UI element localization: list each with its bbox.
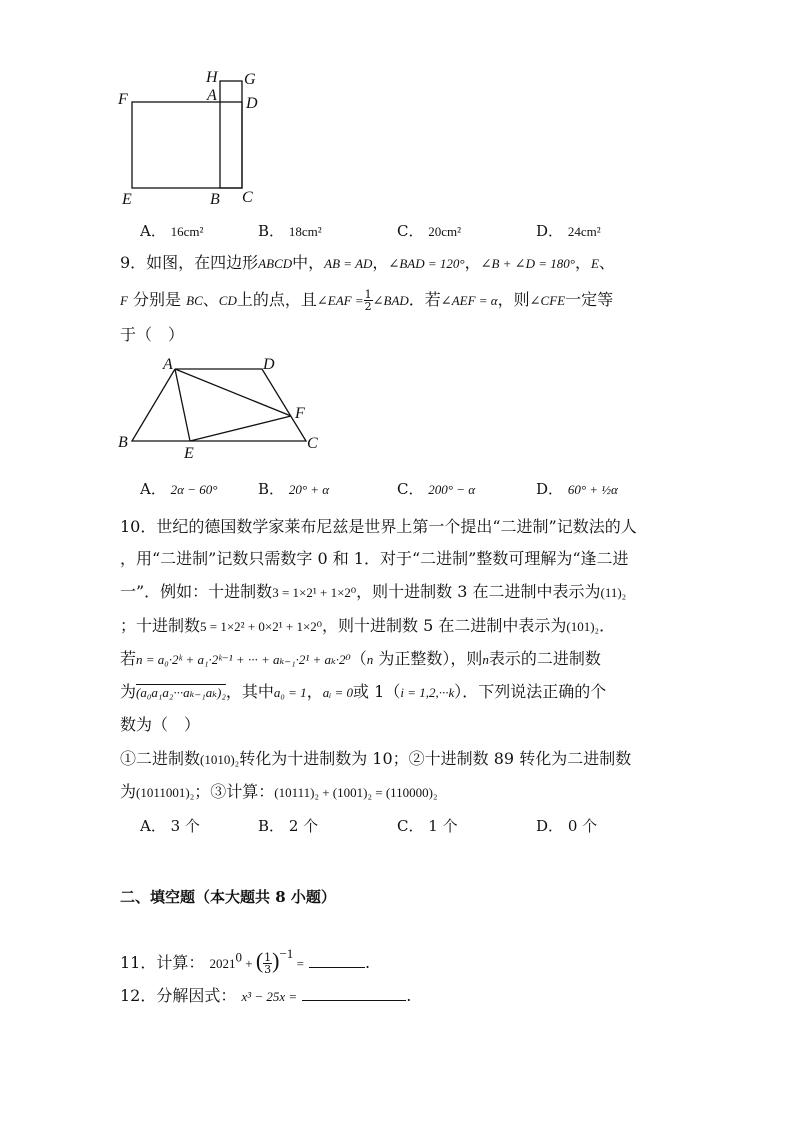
q9-text: 分别是 [127,290,187,309]
q9-line2 [120,289,613,312]
option-value: 2α − 60° [170,482,218,497]
label-B: B [210,191,220,208]
q10-option-b[interactable] [258,816,318,836]
rect-hgcb [220,81,242,188]
frac-denominator: 2 [364,300,372,313]
q10-var-n: n [482,652,489,667]
q8-option-d[interactable] [536,221,601,242]
q11-line [120,944,370,975]
q10-text: 转化为十进制数为 10；②十进制数 89 转化为二进制数 [239,749,632,768]
q11-plus: + [241,956,256,971]
q11-exp0: 0 [235,949,242,965]
q9-option-c[interactable] [397,479,475,500]
q10-line9 [120,782,438,803]
segment-ae [175,369,190,441]
q9-aef: ∠AEF = α [440,293,498,308]
q10-text: 为 [120,782,137,801]
q11-exp: −1 [279,946,294,961]
q9-option-b[interactable] [258,479,329,500]
option-letter: C． [397,817,424,835]
q10-text: ①二进制数 [120,749,201,768]
option-letter: B． [258,480,285,498]
option-value: 20° + α [288,482,330,497]
q8-option-c[interactable] [397,221,461,242]
label-C: C [242,189,253,206]
q12-label: 12．分解因式： [120,986,237,1005]
q9-text: 上的点，且 [236,290,317,309]
segment-af [175,369,291,416]
q9-abcd: ABCD [258,256,293,271]
q10-bin-1010: (1010)₂ [200,752,240,767]
section-heading: 二、填空题（本大题共 8 小题） [120,888,336,906]
q9-text: 9．如图，在四边形 [120,253,259,272]
q10-text: ）．下列说法正确的个 [454,682,607,701]
q10-line7: 数为（ ） [120,715,201,734]
q10-eq-5: 5 = 1×2² + 0×2¹ + 1×2⁰ [200,619,323,634]
q9-cond-bad: ∠BAD = 120° [388,256,465,271]
q9-cfe: ∠CFE [529,293,566,308]
frac-numerator: 1 [364,288,372,301]
q9-option-d[interactable] [536,479,618,500]
q10-text: ， [306,682,323,701]
frac-numerator: 1 [264,951,272,964]
figure-quadrilateral [112,352,322,464]
q9-text: ．若 [408,290,441,309]
q8-option-b[interactable] [258,221,322,242]
q10-text: 或 1（ [353,682,401,701]
q10-text: （ [350,649,367,668]
label-F: F [118,91,128,108]
label-A: A [207,87,217,104]
label-C: C [307,435,318,452]
option-letter: D． [536,480,564,498]
q9-cd: CD [218,293,237,308]
option-letter: D． [536,817,564,835]
q11-base: 2021 [209,956,236,971]
q10-text: 一”．例如：十进制数 [120,582,273,601]
q10-text: 为正整数），则 [373,649,483,668]
q9-text: 、 [598,253,615,272]
q9-point-e: E [590,256,599,271]
option-value: 2 个 [288,817,319,835]
label-E: E [122,191,132,208]
q10-i-range: i = 1,2,···k [400,685,455,700]
label-F: F [295,405,305,422]
q10-option-d[interactable] [536,816,597,836]
q9-text: ， [574,253,591,272]
q10-text: ，则十进制数 3 在二进制中表示为 [356,582,601,601]
label-A: A [163,356,173,373]
q11-eq: = [293,956,304,971]
q10-line2: ，用“二进制”记数只需数字 0 和 1．对于“二进制”整数可理解为“逢二进 [120,549,629,568]
q9-line1 [120,253,615,274]
q9-bc: BC [186,293,203,308]
label-E: E [184,445,194,462]
option-letter: C． [397,480,424,498]
q9-line3: 于（ ） [120,325,185,344]
q10-ai: aᵢ = 0 [322,685,354,700]
option-value: 1 个 [428,817,458,835]
option-value: 20cm² [428,224,462,239]
q10-line1: 10．世纪的德国数学家莱布尼兹是世界上第一个提出“二进制”记数法的人 [120,517,637,536]
option-letter: A． [140,222,166,240]
square-efab [132,102,242,188]
q12-answer-blank[interactable] [302,986,406,1001]
q9-eaf: ∠EAF = [316,293,364,308]
segment-ef [190,416,291,441]
option-value: 16cm² [170,224,204,239]
q9-text: 、 [202,290,219,309]
q11-paren-right: ) [272,948,280,973]
option-value: 200° − α [428,482,476,497]
q10-text: ，其中 [225,682,274,701]
q10-line3 [120,582,626,603]
option-letter: A． [140,817,166,835]
q10-var-n: n [366,652,374,667]
figure-rectangles [110,62,280,212]
option-letter: D． [536,222,564,240]
q8-option-a[interactable] [140,221,203,242]
q10-bin-1011001: (1011001)₂ [136,785,195,800]
q10-bin-101: (101)₂ [566,619,600,634]
q10-bin-sum: (10111)₂ + (1001)₂ = (110000)₂ [274,785,438,800]
q9-cond-ab-ad: AB = AD [324,256,373,271]
q9-cond-bd: ∠B + ∠D = 180° [480,256,575,271]
q9-text: ，则 [497,290,530,309]
q11-paren-left: ( [255,948,264,973]
q10-text: 表示的二进制数 [488,649,601,668]
q12-end: . [406,986,412,1005]
label-B: B [118,434,128,451]
q10-text: 若 [120,649,137,668]
q9-text: ， [464,253,481,272]
option-value: 18cm² [288,224,322,239]
q11-end: . [365,953,371,972]
q10-line8 [120,749,631,770]
q10-text: 为 [120,682,137,701]
label-D: D [263,356,275,373]
q10-line5 [120,649,601,670]
quad-abcd [132,369,306,441]
q12-expr: x³ − 25x = [241,989,298,1004]
option-value: 3 个 [170,817,200,835]
label-G: G [244,71,256,88]
q10-text: ，则十进制数 5 在二进制中表示为 [322,616,567,635]
option-letter: B． [258,817,285,835]
q9-point-f: F [120,293,128,308]
frac-denominator: 3 [264,963,272,976]
option-value: 60° + ½α [567,482,618,497]
option-letter: A． [140,480,166,498]
q11-label: 11．计算： [120,953,205,972]
q11-fraction [263,952,272,975]
q9-text: 一定等 [565,290,614,309]
label-D: D [246,95,258,112]
q10-eq-n: n = a₀·2ᵏ + a₁·2ᵏ⁻¹ + ··· + aₖ₋₁·2¹ + aₖ·2⁰ [136,652,351,667]
q9-option-a[interactable] [140,479,217,500]
q10-text: ；③计算： [194,782,275,801]
q10-option-c[interactable] [397,816,458,836]
option-letter: B． [258,222,285,240]
option-letter: C． [397,222,424,240]
q10-option-a[interactable] [140,816,200,836]
q9-bad: ∠BAD [372,293,409,308]
option-value: 0 个 [567,817,598,835]
q10-line6 [120,682,606,703]
label-H: H [206,69,218,86]
q10-bin-general: (a₀a₁a₂···aₖ₋₁aₖ)₂ [136,685,226,700]
q10-a0: a₀ = 1 [273,685,307,700]
q10-line4 [120,616,615,637]
q9-text: 中， [292,253,325,272]
q10-text: ． [599,616,616,635]
q12-line [120,986,411,1007]
q10-eq-3: 3 = 1×2¹ + 1×2⁰ [272,585,357,600]
q9-fraction [364,289,373,312]
option-value: 24cm² [567,224,601,239]
q10-text: ；十进制数 [120,616,201,635]
q9-text: ， [372,253,389,272]
q10-bin-11: (11)₂ [600,585,627,600]
q11-answer-blank[interactable] [309,953,365,968]
